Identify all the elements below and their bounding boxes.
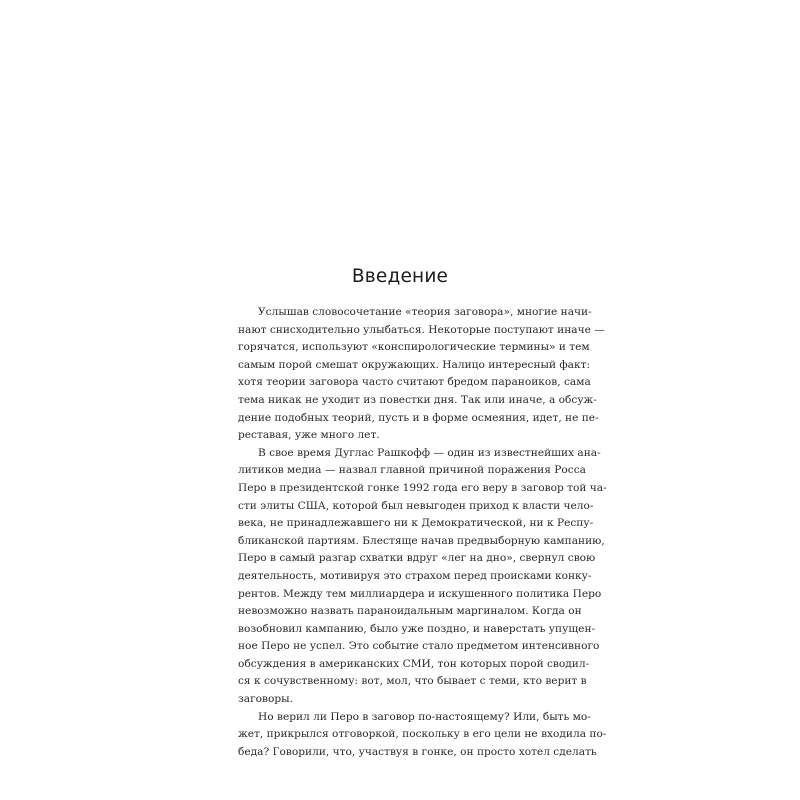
text-line: заговоры. — [238, 693, 293, 706]
text-line: литиков медиа — назвал главной причиной поражения Росса — [238, 464, 586, 477]
paragraph — [238, 445, 607, 709]
text-line: Перо в президентской гонке 1992 года его веру в заговор той ча- — [238, 481, 607, 494]
paragraph — [238, 709, 607, 762]
body-text — [238, 304, 607, 761]
text-line: тема никак не уходит из повестки дня. Так или иначе, а обсуж- — [238, 393, 597, 406]
text-line: возобновил кампанию, было уже поздно, и наверстать упущен- — [238, 622, 596, 635]
text-line: хотя теории заговора часто считают бредом параноиков, сама — [238, 376, 591, 389]
text-line: ся к сочувственному: вот, мол, что бывает с теми, кто верит в — [238, 675, 587, 688]
text-line: В свое время Дуглас Рашкофф — один из известнейших ана- — [258, 446, 601, 459]
text-line: бликанской партиям. Блестяще начав предвыборную кампанию, — [238, 534, 605, 547]
text-line: Но верил ли Перо в заговор по-настоящему? Или, быть мо- — [258, 710, 591, 723]
chapter-title: Введение — [351, 266, 449, 287]
text-line: горячатся, используют «конспирологические термины» и тем — [238, 341, 590, 354]
text-line: Услышав словосочетание «теория заговора», многие начи- — [258, 306, 592, 318]
text-line: нают снисходительно улыбаться. Некоторые поступают иначе — — [238, 323, 605, 336]
text-line: обсуждения в американских СМИ, тон которых порой сводил- — [238, 657, 590, 670]
text-line: невозможно назвать параноидальным маргиналом. Когда он — [238, 605, 582, 618]
text-line: дение подобных теорий, пусть и в форме осмеяния, идет, не пе- — [238, 411, 599, 424]
text-line: самым порой смешат окружающих. Налицо интересный факт: — [238, 358, 591, 371]
text-line: рентов. Между тем миллиардера и искушенного политика Перо — [238, 587, 602, 600]
text-line: века, не принадлежавшего ни к Демократической, ни к Респу- — [238, 517, 594, 530]
text-line: Перо в самый разгар схватки вдруг «лег на дно», свернул свою — [238, 552, 596, 565]
text-line: ное Перо не успел. Это событие стало предметом интенсивного — [238, 640, 600, 653]
text-line: жет, прикрылся отговоркой, поскольку в его цели не входила по- — [238, 728, 607, 741]
paragraph — [238, 304, 605, 445]
text-line: деятельность, мотивируя это страхом перед происками конку- — [238, 569, 592, 582]
text-line: сти элиты США, которой был невыгоден приход к власти чело- — [238, 499, 594, 512]
text-line: беда? Говорили, что, участвуя в гонке, он просто хотел сделать — [238, 745, 597, 758]
text-line: реставая, уже много лет. — [238, 429, 380, 442]
